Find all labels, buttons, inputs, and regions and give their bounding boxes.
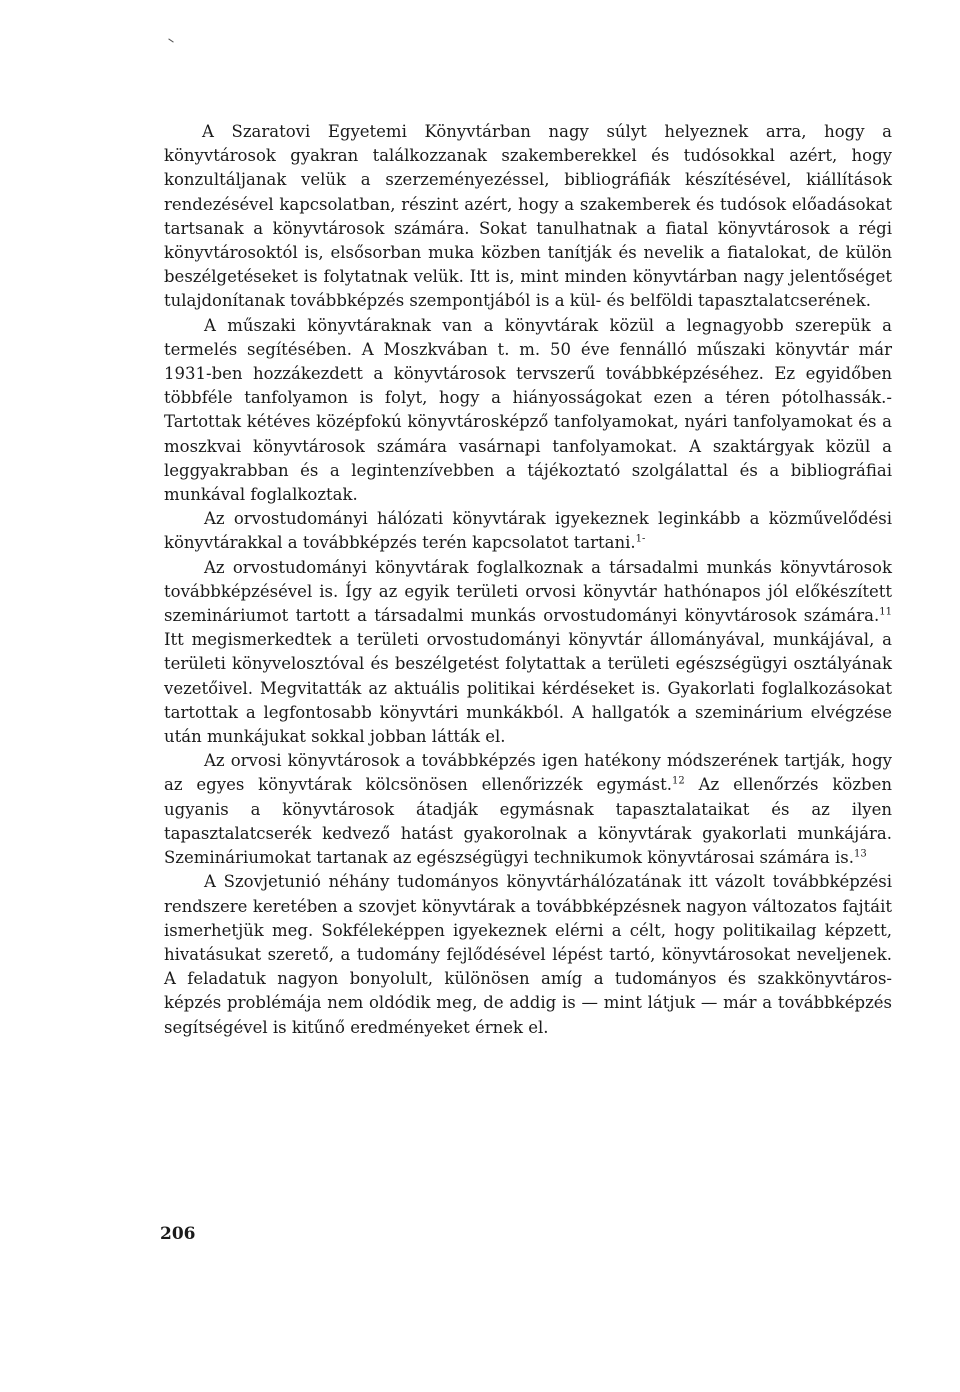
paragraph-text: Az orvostudományi könyvtárak foglalkoznak a társadalmi munkás könyvtárosok továbbképzésével is. Így az egyik területi orvosi könyvtár hathónapos jól előkészített szemináriumot tartott a társadalmi munkás orvostudományi könyvtárosok számára. bbox=[164, 557, 892, 626]
paragraph-text: Az orvostudományi hálózati könyvtárak igyekeznek leginkább a közművelődési könyvtárakkal a továbbképzés terén kapcsolatot tartani. bbox=[164, 509, 892, 553]
page-number: 206 bbox=[160, 1224, 196, 1244]
paragraph-text: Az orvosi könyvtárosok a továbbképzés igen hatékony módszerének tartják, hogy az egyes könyvtárak kölcsönösen ellenőrizzék egymást. bbox=[164, 751, 892, 795]
footnote-marker: 1- bbox=[635, 533, 646, 545]
paragraph bbox=[164, 120, 892, 314]
footnote-marker: 12 bbox=[671, 775, 685, 787]
footnote-marker: 11 bbox=[879, 606, 892, 618]
paragraph bbox=[164, 749, 892, 870]
paragraph-text: A Szovjetunió néhány tudományos könyvtárhálózatának itt vázolt továbbképzési rendszere keretében a szovjet könyvtárak a továbbképzésnek nagyon változatos fajtáit ismerhetjük meg. Sokféleképpen igyekeznek elérni a célt, hogy politikailag képzett, hivatásukat szerető, a tudomány fejlődésével lépést tartó, könyvtárosokat neveljenek. A feladatuk nagyon bonyolult, különösen amíg a tudományos és szakkönyvtáros-képzés problémája nem oldódik meg, de addig is — mint látjuk — már a továbbképzés segítségével is kitűnő eredményeket érnek el. bbox=[164, 872, 892, 1037]
scan-speck bbox=[168, 38, 173, 42]
paragraph bbox=[164, 507, 892, 555]
paragraph bbox=[164, 314, 892, 508]
body-text bbox=[164, 120, 892, 1040]
paragraph-text: Itt megismerkedtek a területi orvostudományi könyvtár állományával, munkájával, a területi könyvelosztóval és beszélgetést folytattak a területi egészségügyi osztályának vezetőivel. Megvitatták az aktuális politikai kérdéseket is. Gyakorlati foglalkozásokat tartottak a legfontosabb könyvtári munkákból. A hallgatók a szeminárium elvégzése után munkájukat sokkal jobban látták el. bbox=[164, 630, 892, 747]
paragraph-text: A Szaratovi Egyetemi Könyvtárban nagy súlyt helyeznek arra, hogy a könyvtárosok gyakran találkozzanak szakemberekkel és tudósokkal azért, hogy konzultáljanak velük a szerzeményezéssel, bibliográfiák készítésével, kiállítások rendezésével kapcsolatban, részint azért, hogy a szakemberek és tudósok előadásokat tartsanak a könyvtárosok számára. Sokat tanulhatnak a fiatal könyvtárosok a régi könyvtárosoktól is, elsősorban muka közben tanítják és nevelik a fiatalokat, de külön beszélgetéseket is folytatnak velük. Itt is, mint minden könyvtárban nagy jelentőséget tulajdonítanak továbbképzés szempontjából is a kül- és belföldi tapasztalatcserének. bbox=[164, 122, 892, 311]
footnote-marker: 13 bbox=[854, 848, 867, 860]
paragraph bbox=[164, 556, 892, 750]
paragraph bbox=[164, 870, 892, 1039]
paragraph-text: Az ellenőrzés közben ugyanis a könyvtárosok átadják egymásnak tapasztalataikat és az ilyen tapasztalatcserék kedvező hatást gyakorolnak a könyvtárak gyakorlati munkájára. Szemináriumokat tartanak az egészségügyi technikumok könyvtárosai számára is. bbox=[164, 775, 892, 868]
paragraph-text: A műszaki könyvtáraknak van a könyvtárak közül a legnagyobb szerepük a termelés segítésében. A Moszkvában t. m. 50 éve fennálló műszaki könyvtár már 1931-ben hozzákezdett a könyvtárosok tervszerű továbbképzéséhez. Ez egyidőben többféle tanfolyamon is folyt, hogy a hiányosságokat ezen a téren pótolhassák.- Tartottak kétéves középfokú könyvtárosképző tanfolyamokat, nyári tanfolyamokat és a moszkvai könyvtárosok számára vasárnapi tanfolyamokat. A szaktárgyak közül a leggyakrabban és a legintenzívebben a tájékoztató szolgálattal és a bibliográfiai munkával foglalkoztak. bbox=[164, 315, 892, 505]
